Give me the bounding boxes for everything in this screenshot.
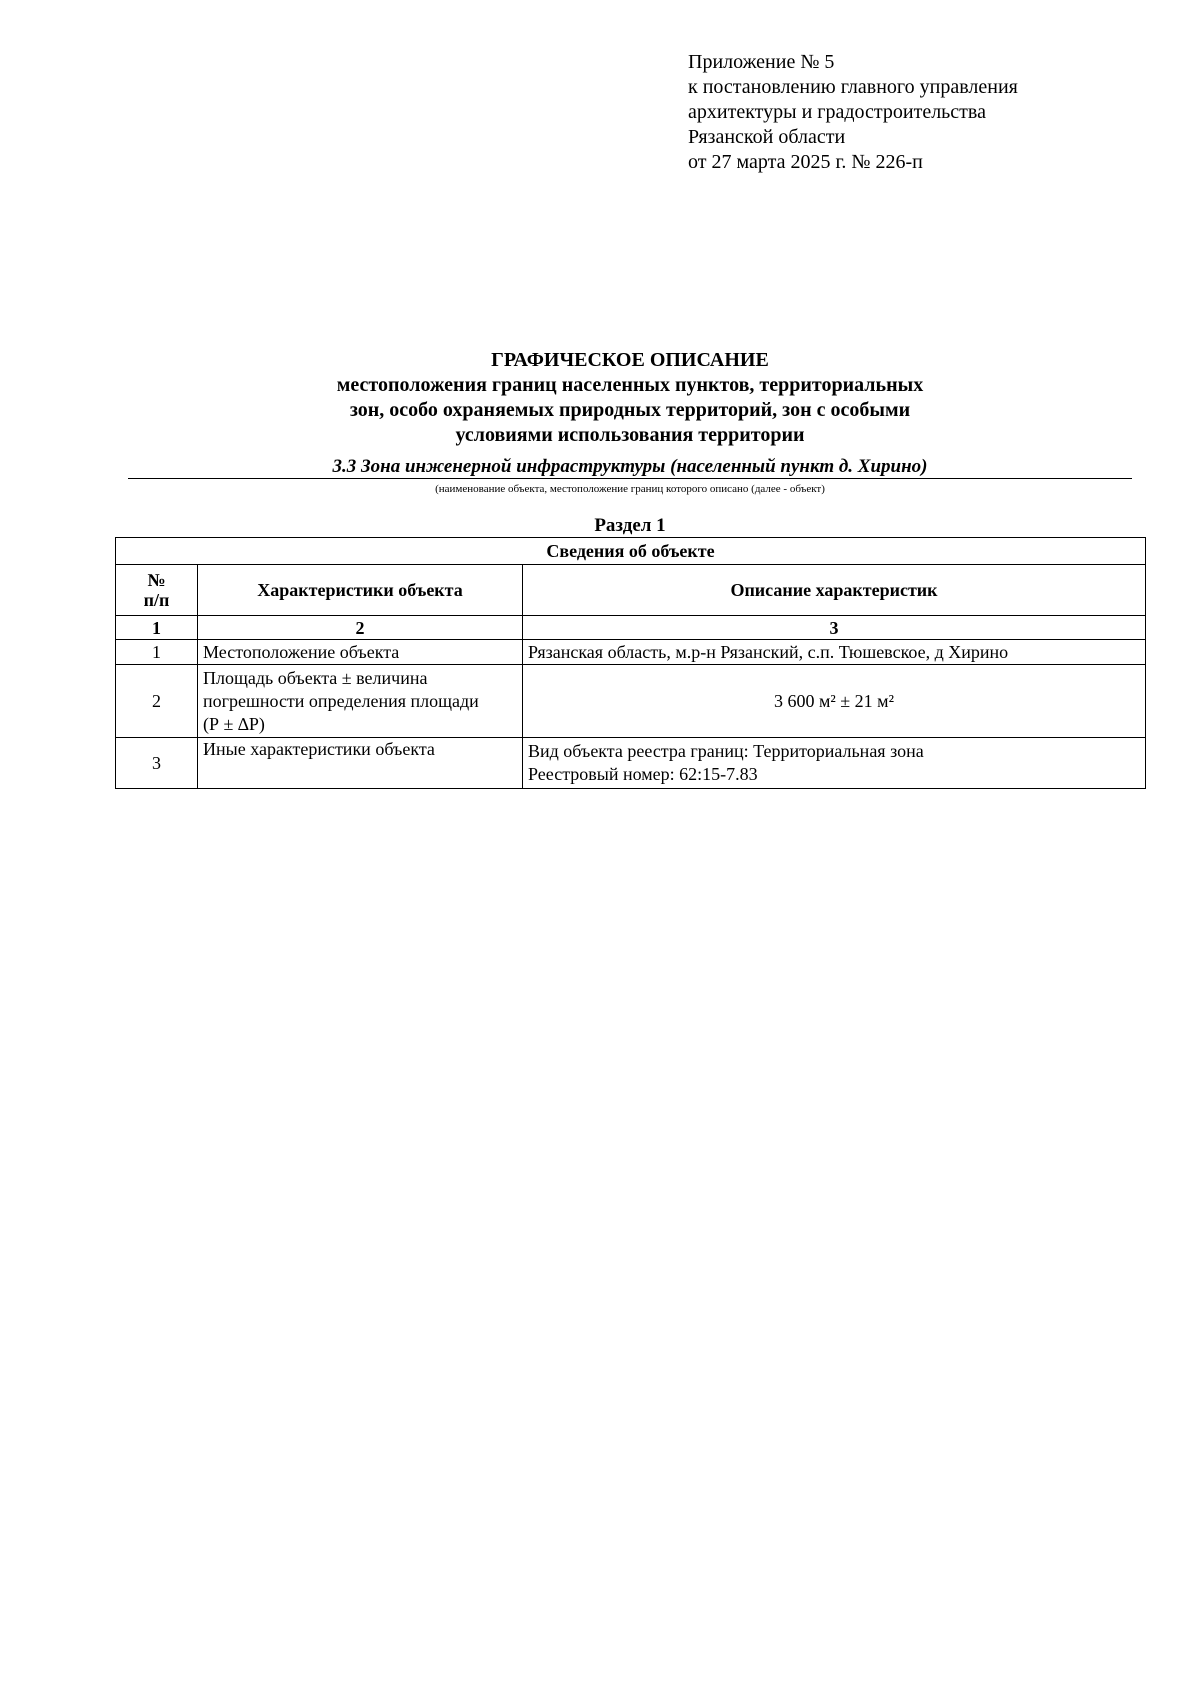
row-number: 1 (116, 640, 198, 665)
object-name-underline (128, 478, 1132, 479)
title-line: зон, особо охраняемых природных территорий, зон с особыми (349, 399, 911, 421)
object-name: 3.3 Зона инженерной инфраструктуры (населенный пункт д. Хирино) (332, 456, 928, 477)
row-characteristic (198, 738, 523, 789)
object-name-caption: (наименование объекта, местоположение границ которого описано (далее - объект) (435, 483, 825, 495)
document-title (128, 348, 1132, 448)
title-line: местоположения границ населенных пунктов, территориальных (336, 374, 924, 396)
row-characteristic (198, 665, 523, 738)
appendix-line: Приложение № 5 (688, 51, 835, 73)
column-header-row (116, 565, 1146, 616)
title-line: условиями использования территории (455, 424, 805, 446)
table-row (116, 640, 1146, 665)
row-description-line: 3 600 м² ± 21 м² (774, 690, 894, 711)
section-title: Раздел 1 (594, 515, 666, 536)
column-header-number-text: п/п (143, 590, 170, 610)
appendix-line: Рязанской области (688, 126, 846, 148)
appendix-reference (688, 50, 1018, 175)
column-number-row (116, 616, 1146, 640)
column-header-number-sign: № (147, 570, 166, 590)
table-header-row (116, 538, 1146, 565)
row-description (523, 665, 1146, 738)
row-characteristic-line: погрешности определения площади (203, 690, 479, 711)
row-characteristic-line: (Р ± ∆Р) (203, 713, 265, 734)
row-description-line: Рязанская область, м.р-н Рязанский, с.п. Тюшевское, д Хирино (528, 642, 1009, 662)
row-characteristic-line: Иные характеристики объекта (203, 739, 435, 759)
row-number: 3 (116, 738, 198, 789)
row-characteristic-line: Площадь объекта ± величина (203, 667, 428, 688)
appendix-line: к постановлению главного управления (688, 76, 1018, 98)
row-description (523, 738, 1146, 789)
column-number: 2 (198, 616, 523, 640)
column-number: 1 (116, 616, 198, 640)
table-row (116, 738, 1146, 789)
row-description-line: Вид объекта реестра границ: Территориальная зона (528, 741, 924, 761)
object-info-table (115, 537, 1146, 789)
row-number: 2 (116, 665, 198, 738)
row-characteristic-line: Местоположение объекта (203, 642, 400, 662)
row-characteristic (198, 640, 523, 665)
column-header-characteristic: Характеристики объекта (198, 565, 523, 616)
row-description (523, 640, 1146, 665)
column-number: 3 (523, 616, 1146, 640)
table-title: Сведения об объекте (116, 538, 1146, 565)
table-row (116, 665, 1146, 738)
appendix-line: архитектуры и градостроительства (688, 101, 986, 123)
column-header-number (116, 565, 198, 616)
title-line: ГРАФИЧЕСКОЕ ОПИСАНИЕ (491, 349, 769, 371)
appendix-line: от 27 марта 2025 г. № 226-п (688, 151, 923, 173)
row-description-line: Реестровый номер: 62:15-7.83 (528, 764, 758, 784)
column-header-description: Описание характеристик (523, 565, 1146, 616)
